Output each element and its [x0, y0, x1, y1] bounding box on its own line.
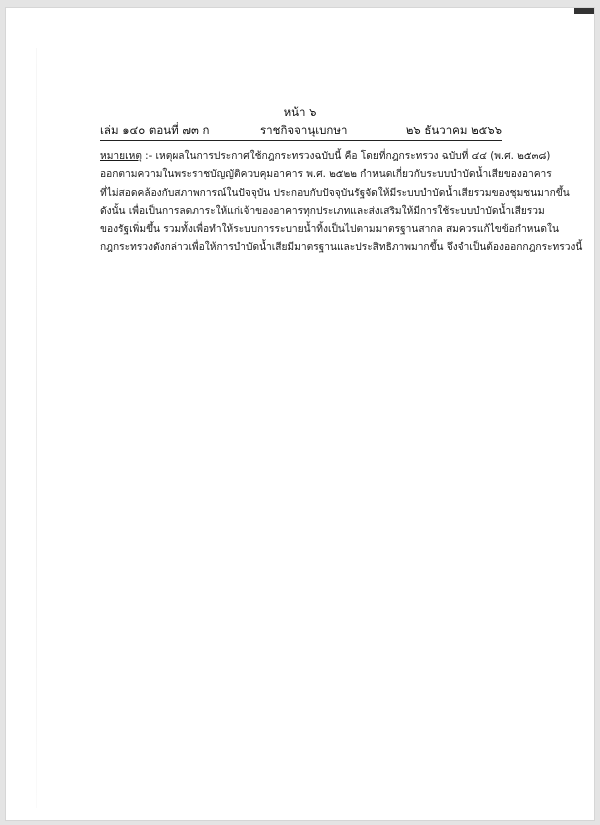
- scan-fold-mark: [36, 48, 37, 808]
- scan-corner-mark: [574, 8, 594, 14]
- volume-section: เล่ม ๑๔๐ ตอนที่ ๗๓ ก: [100, 123, 210, 137]
- page-number: หน้า ๖: [283, 105, 317, 119]
- publication-name: ราชกิจจานุเบกษา: [260, 123, 348, 137]
- note-line-6: กฎกระทรวงดังกล่าวเพื่อให้การบำบัดน้ำเสียมีมาตรฐานและประสิทธิภาพมากขึ้น จึงจำเป็นต้องออกกฎกระทรวงนี้: [100, 242, 583, 254]
- note-line-1: [100, 148, 551, 166]
- note-line-2: ออกตามความในพระราชบัญญัติควบคุมอาคาร พ.ศ. ๒๕๒๒ กำหนดเกี่ยวกับระบบบำบัดน้ำเสียของอาคาร: [100, 169, 552, 181]
- note-heading: หมายเหตุ: [100, 151, 142, 162]
- note-line-4: ดังนั้น เพื่อเป็นการลดภาระให้แก่เจ้าของอาคารทุกประเภทและส่งเสริมให้มีการใช้ระบบบำบัดน้ำเสียรวม: [100, 205, 545, 217]
- note-line-5: ของรัฐเพิ่มขึ้น รวมทั้งเพื่อทำให้ระบบการระบายน้ำทิ้งเป็นไปตามมาตรฐานสากล สมควรแก้ไขข้อกำหนดใน: [100, 224, 559, 236]
- header-rule: [100, 140, 502, 141]
- gazette-header: [100, 122, 502, 138]
- note-line-1-text: :- เหตุผลในการประกาศใช้กฎกระทรวงฉบับนี้ คือ โดยที่กฎกระทรวง ฉบับที่ ๔๔ (พ.ศ. ๒๕๓๘): [141, 151, 551, 162]
- note-paragraph: [100, 148, 583, 258]
- note-line-3: ที่ไม่สอดคล้องกับสภาพการณ์ในปัจจุบัน ประกอบกับปัจจุบันรัฐจัดให้มีระบบบำบัดน้ำเสียรวมของชุมชนมากขึ้น: [100, 187, 570, 199]
- publication-date: ๒๖ ธันวาคม ๒๕๖๖: [405, 123, 502, 137]
